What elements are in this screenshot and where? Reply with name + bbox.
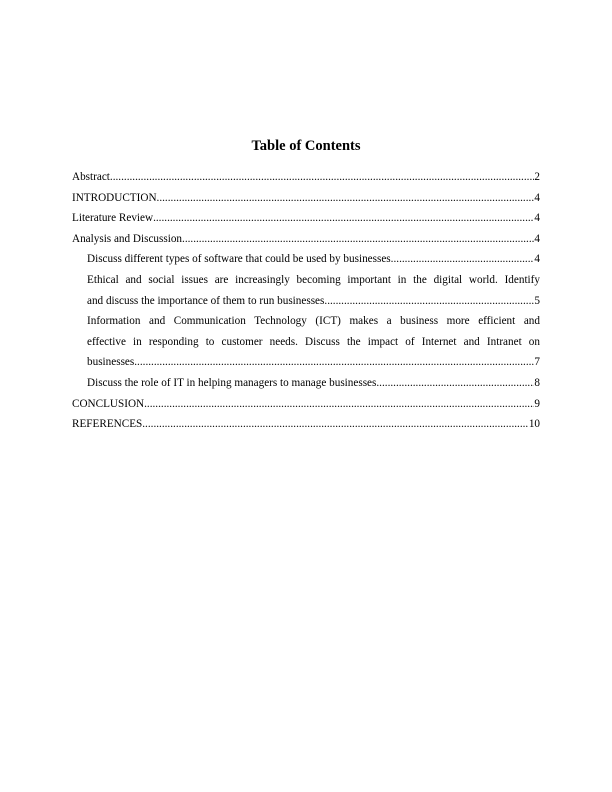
toc-entry-analysis-and-discussion[interactable]: [72, 229, 540, 250]
toc-entry-label: and discuss the importance of them to run businesses: [87, 294, 325, 307]
toc-leader-dots: [134, 352, 534, 373]
toc-entry-label-line: Ethical and social issues are increasingly becoming important in the digital world. Identify: [87, 273, 540, 286]
toc-leader-dots: [110, 167, 535, 188]
toc-entry-label: Analysis and Discussion: [72, 232, 183, 245]
toc-entry-introduction[interactable]: [72, 188, 540, 209]
toc-leader-dots: [182, 229, 534, 250]
toc-entry-label: Discuss different types of software that could be used by businesses: [87, 253, 391, 266]
toc-entry-references[interactable]: [72, 414, 540, 435]
toc-entry-label: Literature Review: [72, 212, 154, 225]
toc-page-number: 4: [534, 253, 540, 266]
toc-leader-dots: [144, 394, 534, 415]
toc-title: Table of Contents: [251, 138, 361, 154]
toc-leader-dots: [376, 373, 534, 394]
table-of-contents: [72, 167, 540, 435]
toc-page-number: 5: [534, 294, 540, 307]
toc-page-number: 4: [534, 232, 540, 245]
toc-entry-abstract[interactable]: [72, 167, 540, 188]
toc-entry-ict-impact[interactable]: [72, 311, 540, 373]
toc-page-number: 7: [534, 356, 540, 369]
toc-entry-label: businesses: [87, 356, 135, 369]
toc-entry-label: CONCLUSION: [72, 397, 145, 410]
toc-leader-dots: [391, 249, 535, 270]
toc-page-number: 8: [534, 376, 540, 389]
toc-entry-software-types[interactable]: [72, 249, 540, 270]
toc-entry-label-line: effective in responding to customer needs. Discuss the impact of Internet and Intranet on: [87, 335, 540, 348]
toc-page-number: 4: [534, 191, 540, 204]
toc-leader-dots: [142, 414, 529, 435]
toc-entry-label: INTRODUCTION: [72, 191, 157, 204]
toc-entry-literature-review[interactable]: [72, 208, 540, 229]
toc-entry-ethical-social-issues[interactable]: [72, 270, 540, 311]
toc-entry-label: Abstract: [72, 171, 110, 183]
toc-entry-conclusion[interactable]: [72, 394, 540, 415]
toc-entry-label-line: Information and Communication Technology (ICT) makes a business more efficient and: [87, 315, 540, 328]
toc-leader-dots: [153, 208, 534, 229]
toc-page-number: 10: [528, 418, 540, 431]
toc-leader-dots: [324, 291, 534, 312]
toc-entry-role-of-it[interactable]: [72, 373, 540, 394]
toc-entry-label: REFERENCES: [72, 418, 143, 431]
toc-page-number: 2: [534, 171, 540, 183]
toc-leader-dots: [157, 188, 535, 209]
toc-entry-label: Discuss the role of IT in helping managers to manage businesses: [87, 376, 377, 389]
toc-page-number: 4: [534, 212, 540, 225]
toc-page-number: 9: [534, 397, 540, 410]
